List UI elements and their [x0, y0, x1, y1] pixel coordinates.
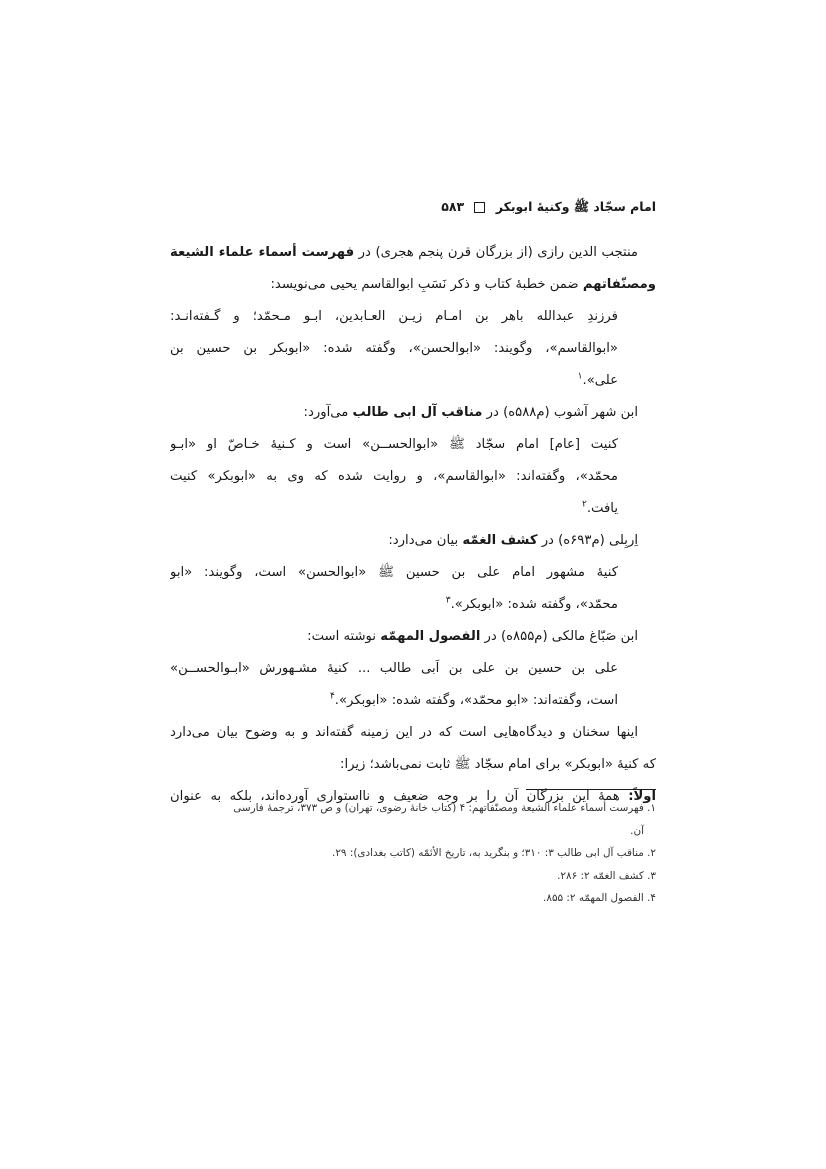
text-line-2: ومصنّفاتهم ضمن خطبهٔ کتاب و ذکر نَسَبِ ابوالقاسم یحیی می‌نویسد: — [270, 277, 656, 292]
footnotes — [170, 797, 656, 910]
footnote-ref: ۳ — [445, 595, 451, 606]
quote-line-1: فرزندِ عبدالله باهر بن امـام زیـن العـابدین، ابـو مـحمّد؛ و گـفته‌انـد: — [170, 309, 618, 324]
text-line-4: اِربِلی (م۶۹۳ه) در کشف الغمّه بیان می‌دارد: — [388, 533, 638, 548]
quote-line-7: کنیهٔ مشهور امام علی بن حسین ﷺ «ابوالحسن» است، وگویند: «ابو — [170, 565, 618, 580]
book-title: الفصول المهمّه — [380, 629, 481, 644]
text-line-8: اولاً: همهٔ این بزرگان آن را بر وجه ضعیف و نااستواری آورده‌اند، بلکه به عنوان — [170, 789, 656, 804]
quote-line-5: محمّد»، وگفته‌اند: «ابوالقاسم»، و روایت شده که وی به «ابوبکر» کنیت — [170, 469, 618, 484]
quote-line-10: است، وگفته‌اند: «ابو محمّد»، وگفته شده: «ابوبکر».$^۴$ — [329, 691, 618, 708]
quote-line-8: محمّد»، وگفته شده: «ابوبکر».$^۳$ — [445, 595, 618, 612]
emphasis: اولاً: — [628, 789, 656, 804]
text-line-1: منتجب الدین رازی (از بزرگان قرن پنجم هجری) در فهرست أسماء علماء الشیعة — [170, 245, 638, 260]
text-line-7: که کنیهٔ «ابوبکر» برای امام سجّاد ﷺ ثابت نمی‌باشد؛ زیرا: — [340, 757, 656, 772]
footnote-3: ۳. کشف الغمّه ۲: ۲۸۶. — [557, 869, 656, 882]
quote-line-6: یافت.$^۲$ — [582, 499, 618, 516]
header-title: امام سجّاد ﷺ وکنیهٔ ابوبکر — [495, 199, 656, 214]
footnote-4: ۴. الفصول المهمّه ۲: ۸۵۵. — [543, 892, 656, 904]
text-line-6: اینها سخنان و دیدگاه‌هایی است که در این زمینه گفته‌اند و به وضوح بیان می‌دارد — [170, 725, 638, 740]
footnote-ref: ۴ — [329, 691, 335, 702]
main-text — [170, 237, 656, 813]
page-number: ۵۸۳ — [441, 199, 465, 214]
book-title: کشف الغمّه — [462, 533, 538, 548]
text-line-5: ابن صَبّاغ مالکی (م۸۵۵ه) در الفصول المهمّه نوشته است: — [307, 629, 638, 644]
text-line-3: ابن شهر آشوب (م۵۸۸ه) در مناقب آل ابی طالب می‌آورد: — [303, 405, 638, 420]
footnote-1-cont: آن. — [630, 824, 644, 837]
footnote-ref: ۲ — [582, 499, 587, 510]
footnote-2: ۲. مناقب آل ابی طالب ۳: ۳۱۰؛ و بنگرید به، تاریخ الأئمّه (کاتب بغدادی): ۲۹. — [332, 847, 656, 859]
book-title: مناقب آل ابی طالب — [352, 405, 483, 420]
footnote-separator — [526, 789, 656, 790]
book-title: فهرست أسماء علماء الشیعة — [170, 245, 355, 260]
footnote-1: ۱. فهرست أسماء علماء الشیعة ومصنّفاتهم: ۴ (کتاب خانهٔ رضوی، تهران) و ص ۳۷۳، ترجمهٔ فارسی — [233, 802, 656, 814]
quote-line-2: «ابوالقاسم»، وگویند: «ابوالحسن»، وگفته شده: «ابوبکر بن حسین بن — [170, 341, 618, 356]
running-header — [170, 196, 656, 218]
quote-line-3: علی».$^۱$ — [577, 371, 618, 388]
footnote-ref: ۱ — [577, 371, 583, 382]
quote-line-9: علی بن حسین بن علی بن اَبی طالب ... کنیهٔ مشـهورش «ابـوالحســن» — [170, 661, 618, 676]
book-title: ومصنّفاتهم — [582, 277, 656, 292]
square-ornament-icon — [474, 202, 485, 213]
quote-line-4: کنیت [عام] امام سجّاد ﷺ «ابوالحســن» است و کـنیهٔ خـاصّ او «ابـو — [170, 437, 618, 452]
